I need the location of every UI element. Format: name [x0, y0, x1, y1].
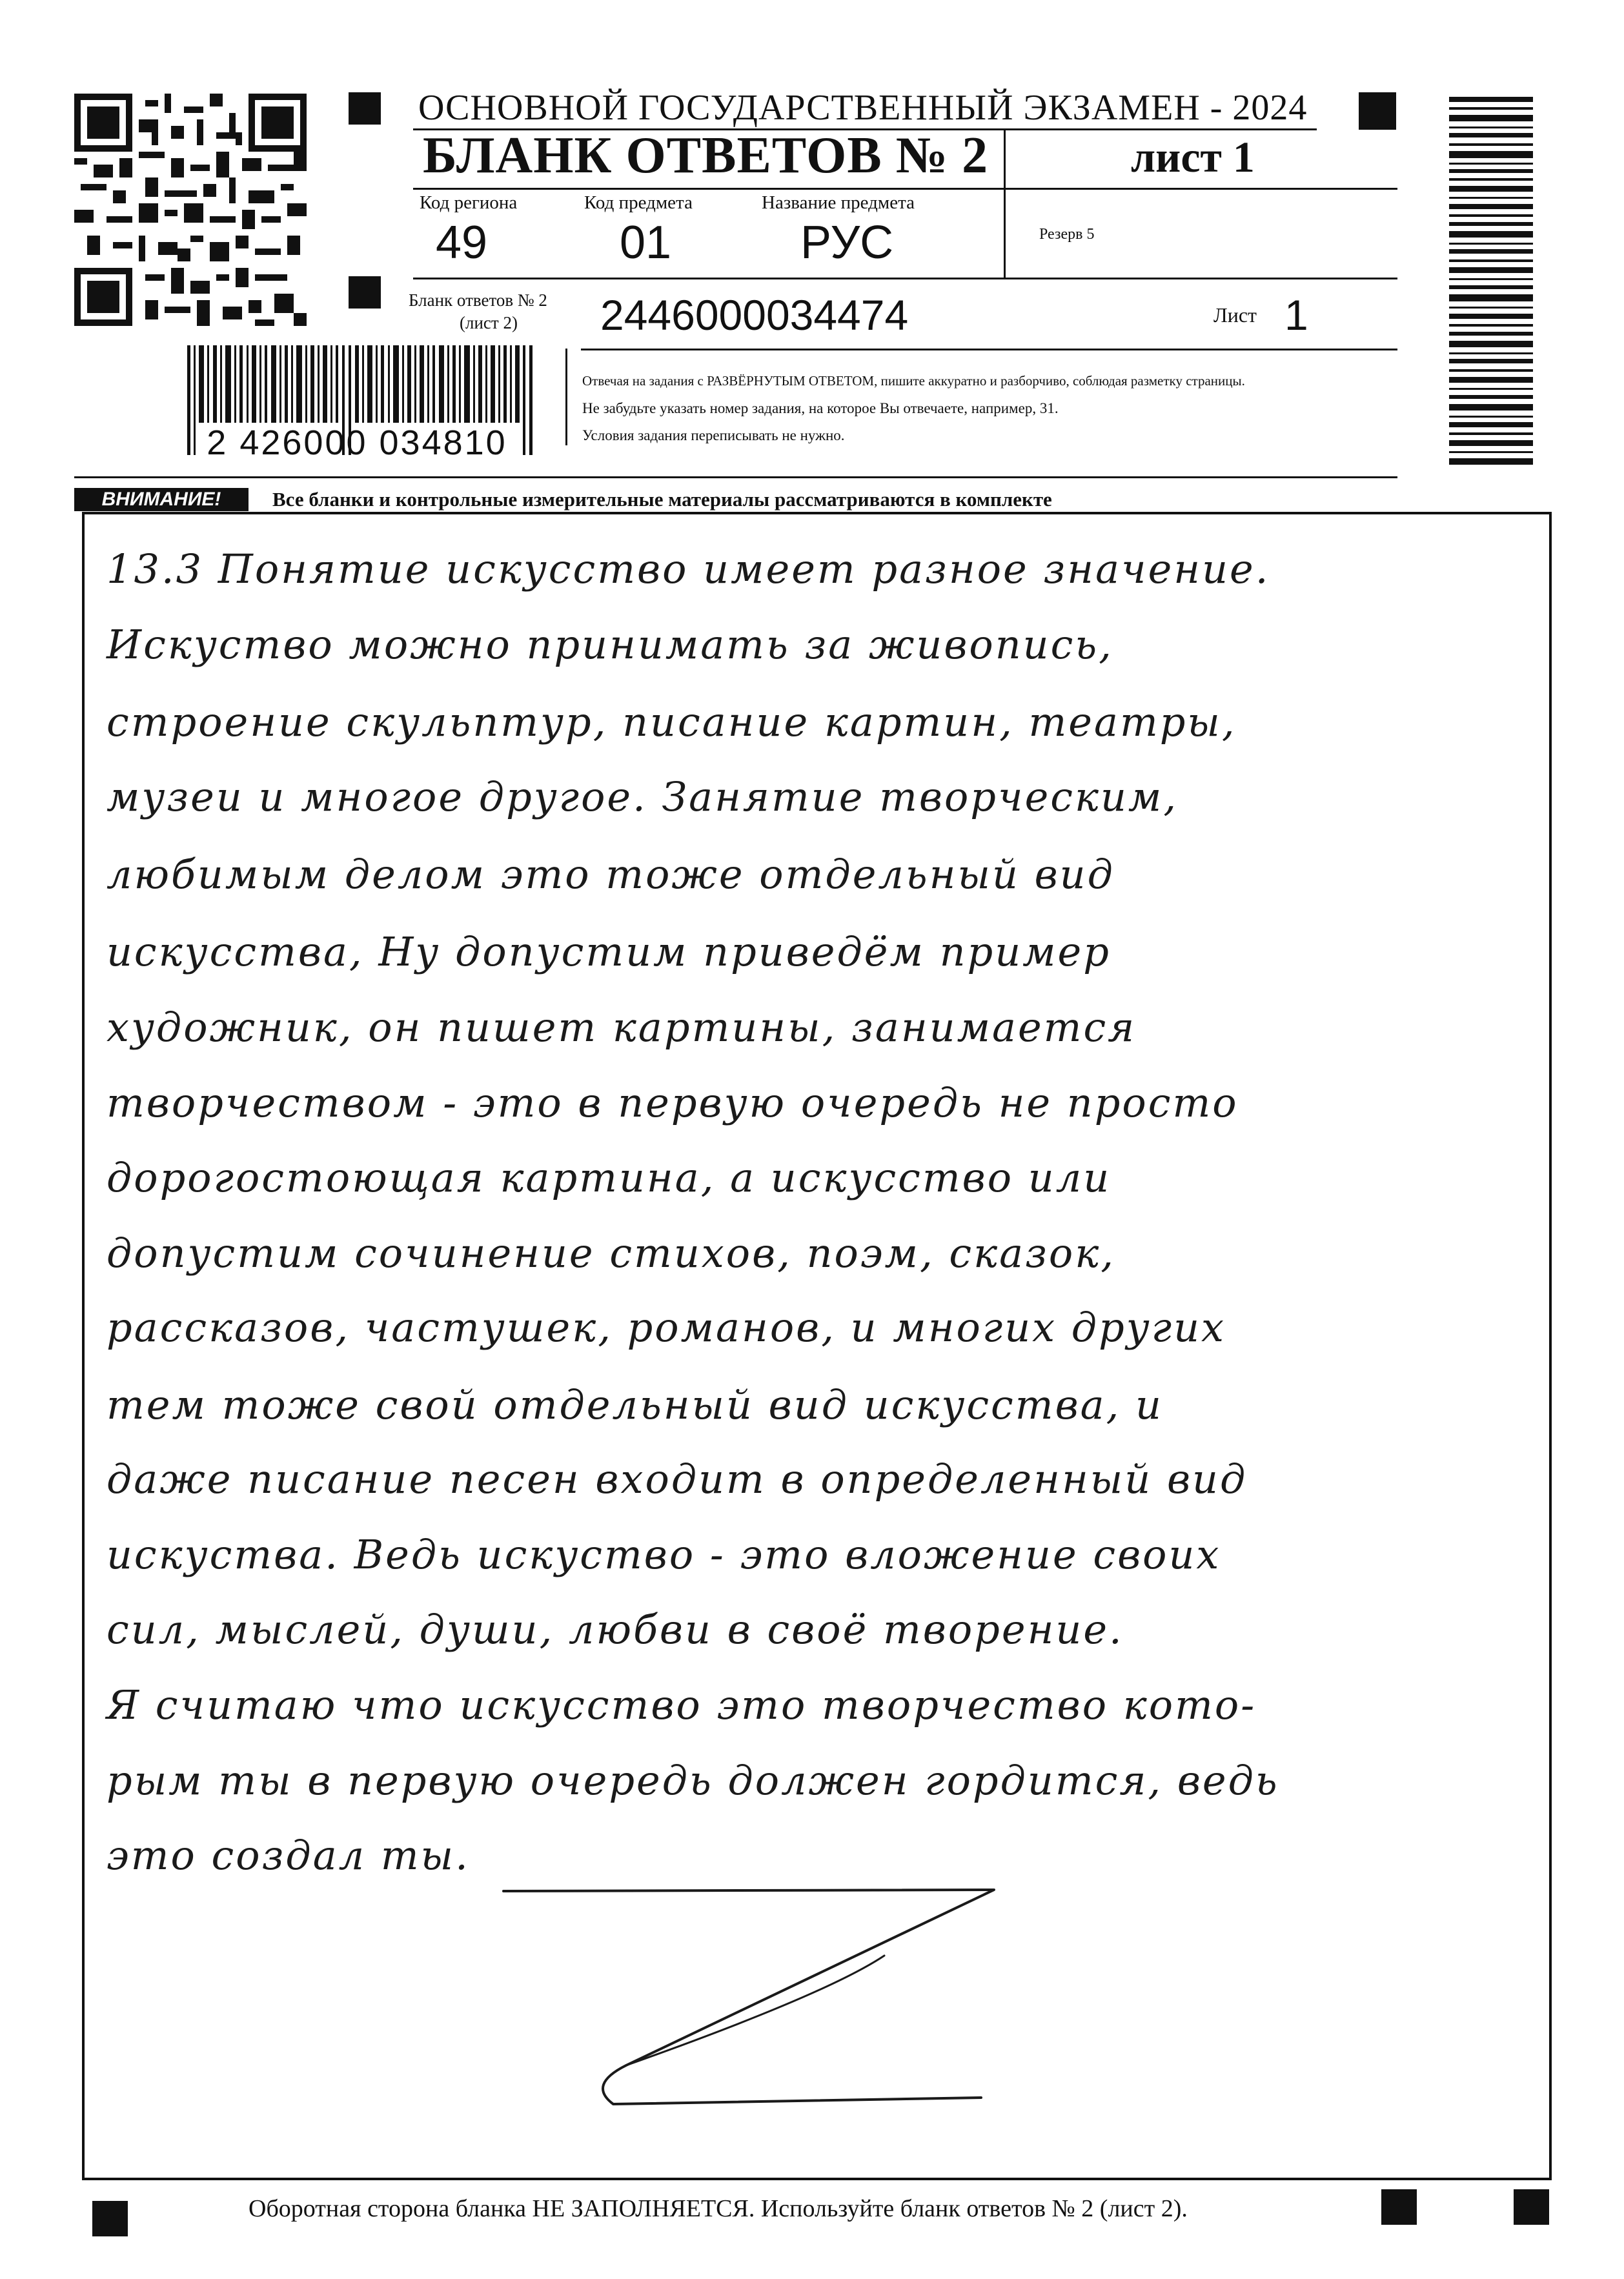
reserve-label: Резерв 5	[1039, 226, 1095, 243]
exam-title: ОСНОВНОЙ ГОСУДАРСТВЕННЫЙ ЭКЗАМЕН - 2024	[418, 88, 1308, 128]
answer-line-13: даже писание песен входит в определенный вид	[107, 1455, 1248, 1503]
qr-code-icon	[74, 94, 307, 326]
region-label: Код региона	[420, 192, 518, 213]
blank2-number: 2446000034474	[600, 291, 909, 339]
alignment-marker-bottom-right	[1514, 2189, 1549, 2225]
codes-divider	[1004, 188, 1006, 278]
answer-line-4: музеи и многое другое. Занятие творческим,	[107, 773, 1179, 820]
answer-line-17: рым ты в первую очередь должен гордится, ведь	[107, 1757, 1279, 1804]
region-value: 49	[436, 217, 488, 268]
blank2-label-line2: (лист 2)	[460, 313, 518, 332]
answer-line-9: дорогостоющая картина, а искусство или	[107, 1154, 1111, 1201]
subject-name-value: РУС	[800, 217, 894, 268]
sheet-number: 1	[1284, 291, 1308, 339]
z-strike-mark	[491, 1872, 1020, 2143]
instruction-1: Отвечая на задания с РАЗВЁРНУТЫМ ОТВЕТОМ, пишите аккуратно и разборчиво, соблюдая разметку страницы.	[582, 373, 1245, 389]
alignment-marker-bottom-left	[92, 2201, 128, 2236]
answer-line-14: искуства. Ведь искуство - это вложение своих	[107, 1531, 1221, 1578]
barcode-number: 2 426000 034810	[207, 423, 507, 462]
answer-line-6: искусства, Ну допустим приведём пример	[107, 928, 1111, 975]
answer-line-11: рассказов, частушек, романов, и многих других	[107, 1304, 1226, 1351]
warning-text: Все бланки и контрольные измерительные материалы рассматриваются в комплекте	[272, 488, 1052, 511]
blank2-label-line1: Бланк ответов № 2	[409, 290, 547, 310]
header-bottom-line	[74, 476, 1397, 478]
footer-note: Оборотная сторона бланка НЕ ЗАПОЛНЯЕТСЯ. Используйте бланк ответов № 2 (лист 2).	[249, 2195, 1188, 2222]
answer-line-18: это создал ты.	[107, 1832, 470, 1879]
answer-line-7: художник, он пишет картины, занимается	[107, 1004, 1137, 1051]
answer-line-10: допустим сочинение стихов, поэм, сказок,	[107, 1230, 1115, 1277]
subject-name-label: Название предмета	[762, 192, 915, 213]
answer-line-2: Искуство можно принимать за живопись,	[107, 621, 1113, 668]
alignment-marker-top-2	[1359, 92, 1396, 130]
header-line-4	[581, 349, 1397, 350]
answer-line-8: творчеством - это в первую очередь не просто	[107, 1079, 1239, 1126]
header-line-3	[413, 278, 1397, 279]
answer-line-12: тем тоже свой отдельный вид искусства, и	[107, 1381, 1163, 1428]
answer-line-5: любимым делом это тоже отдельный вид	[107, 851, 1115, 898]
vertical-barcode-icon	[1449, 97, 1533, 465]
sheet-title: лист 1	[1131, 132, 1255, 181]
answer-line-3: строение скульптур, писание картин, театры,	[107, 698, 1237, 745]
warning-badge: ВНИМАНИЕ!	[74, 488, 249, 511]
header-line-2	[413, 188, 1397, 190]
alignment-marker-top-1	[349, 92, 381, 125]
instruction-3: Условия задания переписывать не нужно.	[582, 427, 845, 443]
instruction-2: Не забудьте указать номер задания, на которое Вы отвечаете, например, 31.	[582, 400, 1059, 416]
subject-code-label: Код предмета	[584, 192, 693, 213]
instructions-divider	[565, 349, 567, 445]
title-divider	[1004, 128, 1006, 190]
alignment-marker-bottom-mid	[1381, 2189, 1417, 2225]
alignment-marker-mid	[349, 276, 381, 309]
sheet-label: Лист	[1213, 303, 1257, 327]
answer-line-16: Я считаю что искусство это творчество кото-	[107, 1681, 1257, 1728]
answer-line-1: 13.3 Понятие искусство имеет разное значение.	[107, 545, 1270, 593]
subject-code-value: 01	[620, 217, 672, 268]
blank-title: БЛАНК ОТВЕТОВ № 2	[423, 127, 989, 184]
answer-line-15: сил, мыслей, души, любви в своё творение.	[107, 1606, 1124, 1653]
